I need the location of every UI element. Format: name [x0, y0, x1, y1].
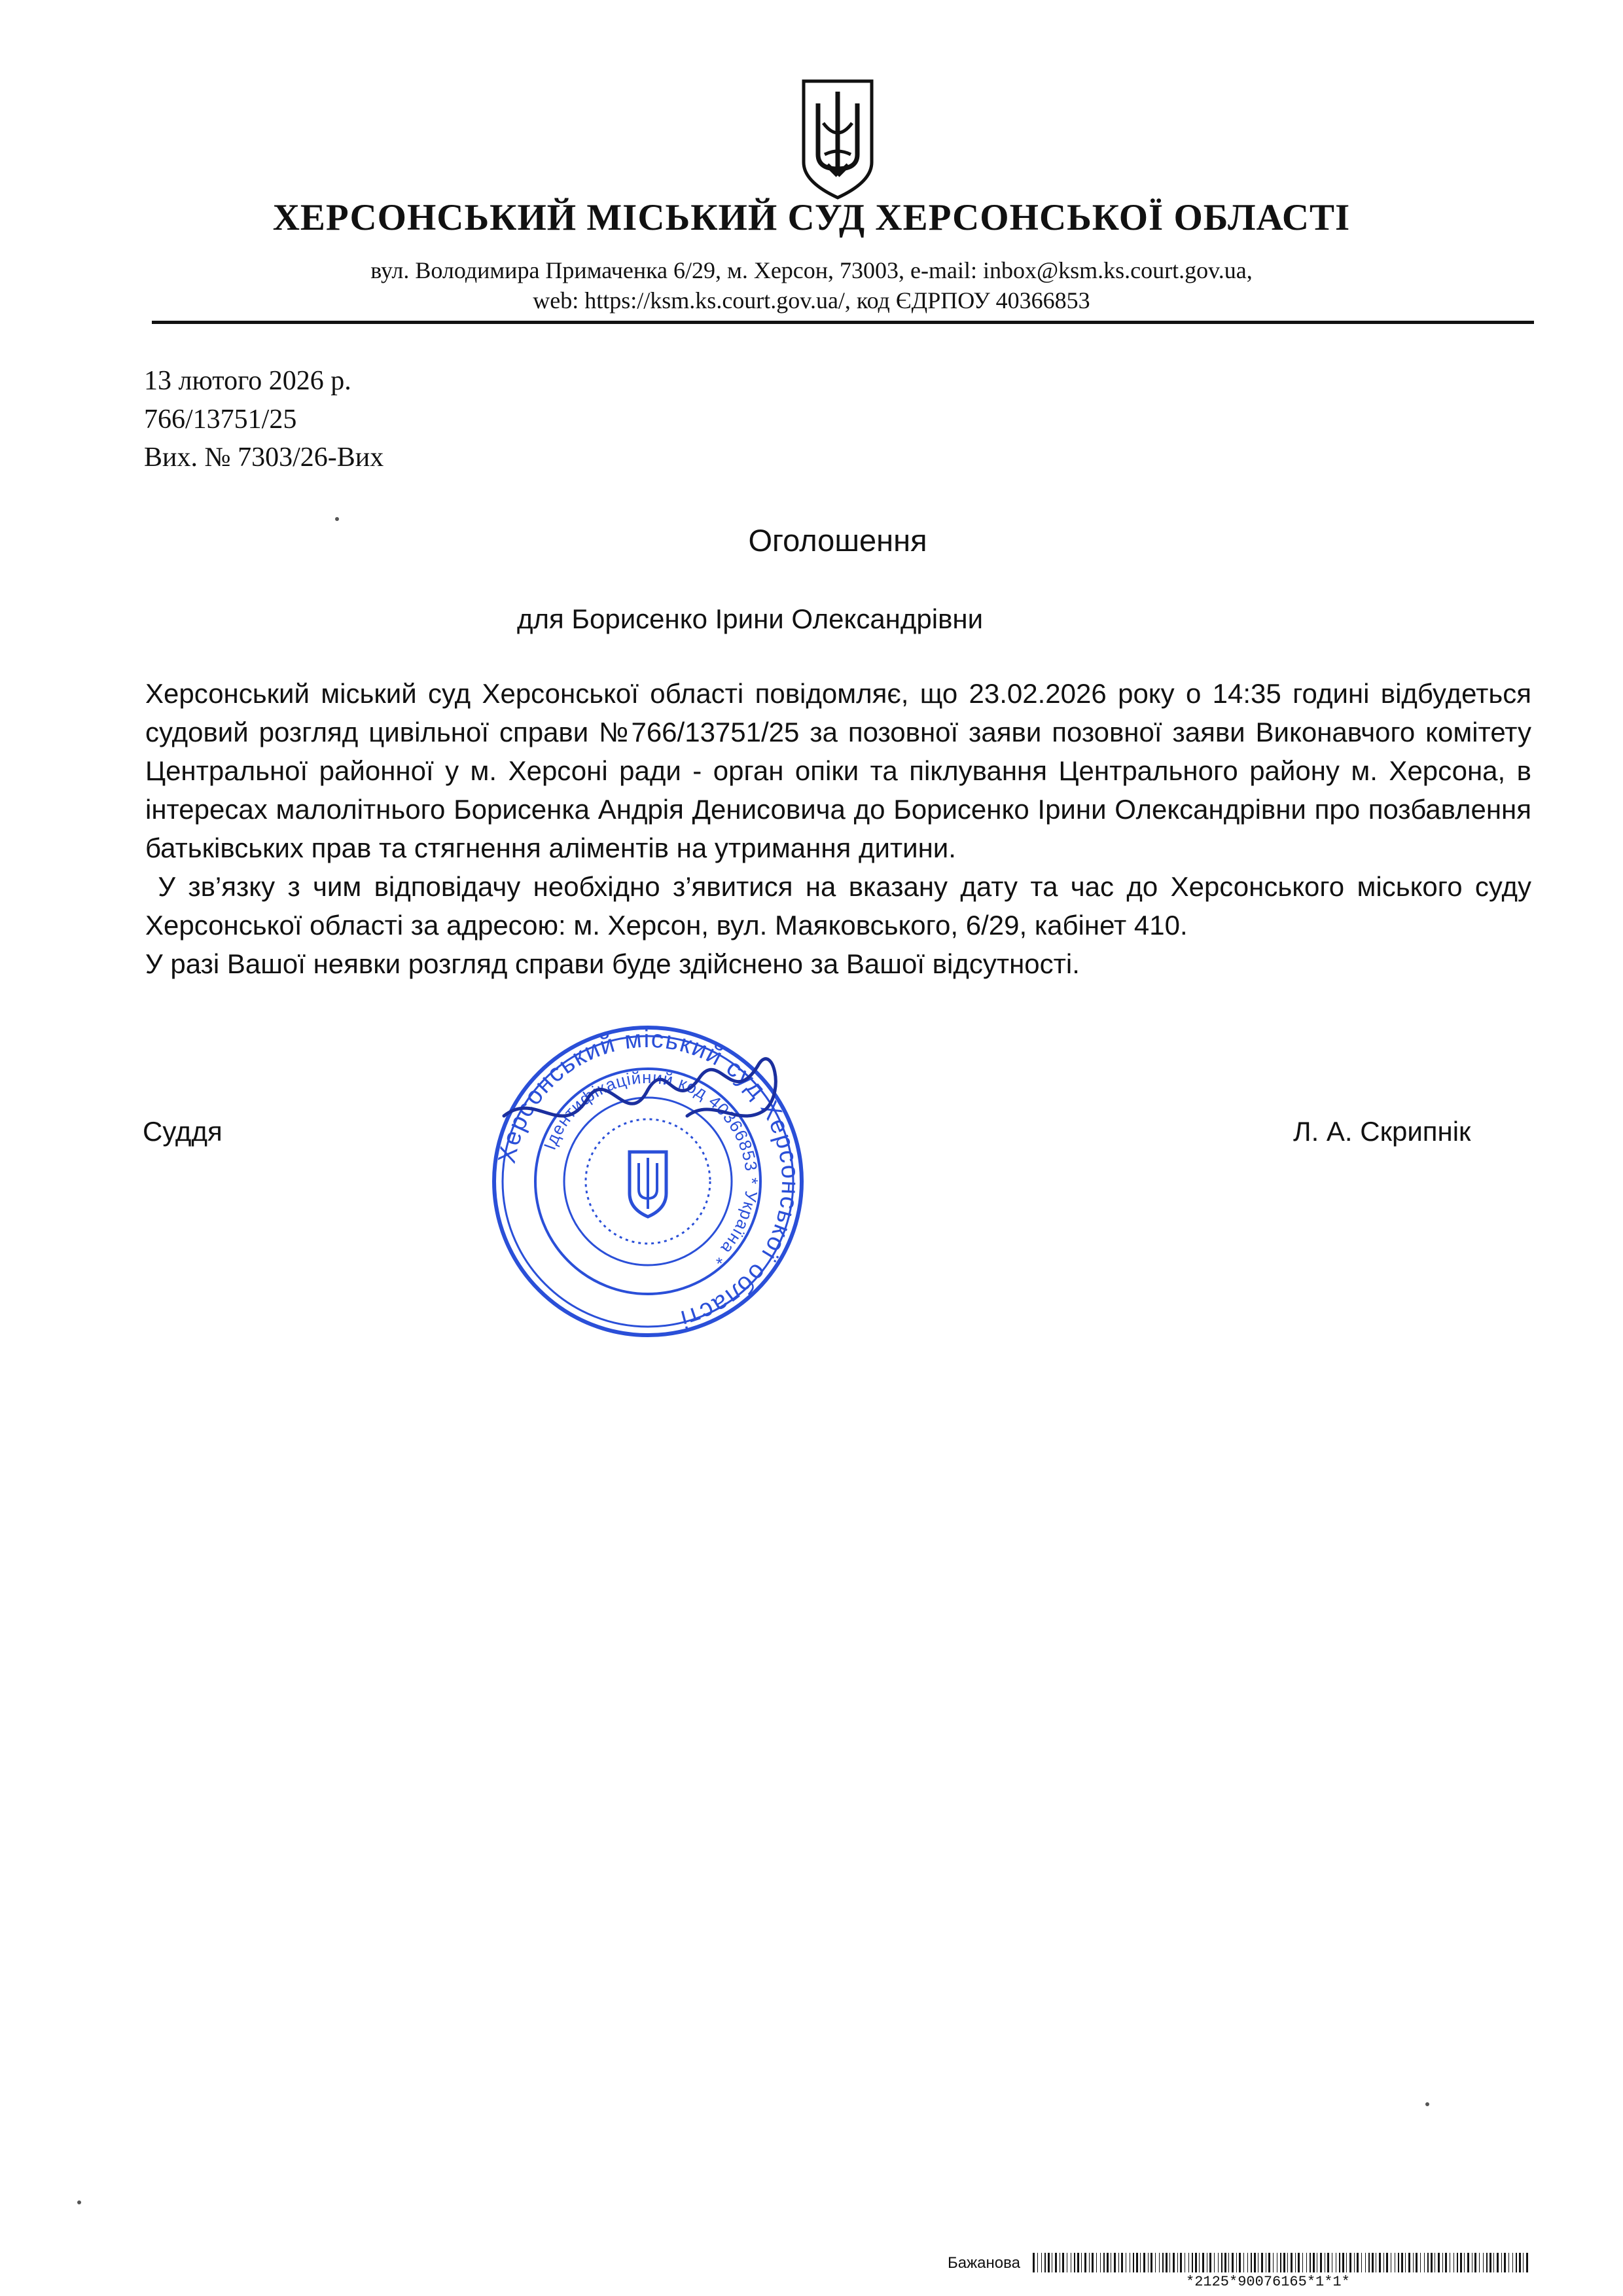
barcode-bar [1420, 2253, 1421, 2272]
barcode-bar [1342, 2253, 1344, 2272]
barcode-bar [1214, 2253, 1215, 2272]
court-name: ХЕРСОНСЬКИЙ МІСЬКИЙ СУД ХЕРСОНСЬКОЇ ОБЛАСТІ [272, 197, 1351, 238]
barcode-bar [1133, 2253, 1134, 2272]
barcode-bar [1291, 2253, 1293, 2272]
barcode-bar [1150, 2253, 1152, 2272]
barcode-bar [1224, 2253, 1226, 2272]
barcode-bar [1188, 2253, 1189, 2272]
barcode-bar [1228, 2253, 1229, 2272]
barcode-bar [1298, 2253, 1300, 2272]
barcode-bar [1361, 2253, 1362, 2272]
barcode-bar [1159, 2253, 1160, 2272]
document-title: Оголошення [748, 523, 927, 558]
barcode-bar [1092, 2253, 1094, 2272]
barcode-bar [1460, 2253, 1462, 2272]
barcode-bar [1280, 2253, 1281, 2272]
barcode-bar [1048, 2253, 1050, 2272]
barcode-bar [1442, 2253, 1443, 2272]
barcode-bar [1081, 2253, 1082, 2272]
barcode-bar [1169, 2253, 1170, 2272]
barcode-bar [1199, 2253, 1200, 2272]
barcode-bar [1143, 2253, 1145, 2272]
barcode-bar [1516, 2253, 1517, 2272]
barcode-bar [1055, 2253, 1057, 2272]
barcode-bar [1386, 2253, 1388, 2272]
barcode-bar [1368, 2253, 1370, 2272]
barcode-bar [1489, 2253, 1491, 2272]
barcode-bar [1302, 2253, 1303, 2272]
barcode-bar [1033, 2253, 1035, 2272]
header-divider [152, 321, 1534, 324]
barcode-bar [1062, 2253, 1064, 2272]
barcode-bar [1464, 2253, 1465, 2272]
barcode-bar [1486, 2253, 1488, 2272]
barcode-bar [1283, 2253, 1285, 2272]
addressee: для Борисенко Ірини Олександрівни [517, 603, 984, 634]
barcode-label: Бажанова [948, 2254, 1020, 2272]
svg-text:Ідентифікаційний код 40366853: Ідентифікаційний код 40366853 * Україна * [539, 1067, 762, 1269]
court-website: web: https://ksm.ks.court.gov.ua/, код ЄДРПОУ 40366853 [533, 287, 1090, 314]
barcode-bar [1431, 2253, 1433, 2272]
scan-speck [77, 2200, 81, 2204]
barcode-bar [1114, 2253, 1116, 2272]
barcode-bar [1173, 2253, 1175, 2272]
barcode-bar [1218, 2253, 1219, 2272]
barcode-bar [1413, 2253, 1414, 2272]
paragraph-appearance: У зв’язку з чим відповідачу необхідно з’явитися на вказану дату та час до Херсонського міського суду Херсонської області за адресою: м. Херсон, вул. Маяковського, 6/29, кабінет 410. [145, 871, 1539, 941]
barcode-bar [1232, 2253, 1234, 2272]
paragraph-absence: У разі Вашої неявки розгляд справи буде здійснено за Вашої відсутності. [145, 948, 1080, 979]
judge-name: Л. А. Скрипнік [1293, 1116, 1471, 1147]
barcode-bar [1089, 2253, 1090, 2272]
barcode-bar [1195, 2253, 1197, 2272]
barcode-bar [1445, 2253, 1447, 2272]
barcode-bar [1512, 2253, 1513, 2272]
barcode-bar [1493, 2253, 1494, 2272]
barcode-bar [1121, 2253, 1123, 2272]
barcode-bar [1118, 2253, 1119, 2272]
barcode-bar [1365, 2253, 1366, 2272]
barcode [1033, 2253, 1534, 2272]
barcode-bar [1037, 2253, 1038, 2272]
barcode-bar [1501, 2253, 1502, 2272]
barcode-bar [1074, 2253, 1075, 2272]
barcode-bar [1261, 2253, 1263, 2272]
signer-role: Суддя [143, 1116, 223, 1147]
outgoing-number: Вих. № 7303/26-Вих [144, 442, 384, 473]
barcode-bar [1041, 2253, 1042, 2272]
barcode-bar [1295, 2253, 1296, 2272]
barcode-bar [1192, 2253, 1193, 2272]
barcode-bar [1349, 2253, 1351, 2272]
barcode-number: *2125*90076165*1*1* [1186, 2274, 1350, 2290]
barcode-bar [1416, 2253, 1418, 2272]
barcode-bar [1457, 2253, 1458, 2272]
document-date: 13 лютого 2026 р. [144, 366, 351, 396]
case-number: 766/13751/25 [144, 404, 297, 435]
barcode-bar [1401, 2253, 1403, 2272]
barcode-bar [1268, 2253, 1270, 2272]
barcode-bar [1479, 2253, 1480, 2272]
barcode-bar [1379, 2253, 1381, 2272]
svg-text:Херсонський міський суд Херсон: Херсонський міський суд Херсонської області [493, 1025, 804, 1333]
barcode-bar [1239, 2253, 1241, 2272]
barcode-bar [1180, 2253, 1182, 2272]
court-seal [478, 1018, 818, 1345]
barcode-bar [1424, 2253, 1425, 2272]
coat-of-arms-icon [798, 77, 877, 202]
barcode-bar [1254, 2253, 1256, 2272]
barcode-bar [1372, 2253, 1374, 2272]
barcode-bar [1136, 2253, 1138, 2272]
barcode-bar [1084, 2253, 1086, 2272]
barcode-bar [1383, 2253, 1384, 2272]
barcode-bar [1357, 2253, 1359, 2272]
barcode-bar [1247, 2253, 1248, 2272]
paragraph-hearing: Херсонський міський суд Херсонської області повідомляє, що 23.02.2026 року о 14:35 годині відбудеться судовий розгляд цивільної справи №766/13751/25 за позовної заяви позовної заяви Виконавчого комітету Центральної районної у м. Херсоні ради - орган опіки та піклування Центрального району м. Херсона, в інтересах малолітнього Борисенка Андрія Денисовича до Борисенко Ірини Олександрівни про позбавлення батьківських прав та стягнення аліментів на утримання дитини. [145, 678, 1531, 863]
barcode-bar [1408, 2253, 1410, 2272]
barcode-bar [1398, 2253, 1399, 2272]
barcode-bar [1320, 2253, 1322, 2272]
court-address: вул. Володимира Примаченка 6/29, м. Херсон, 73003, e-mail: inbox@ksm.ks.court.gov.ua, [370, 257, 1253, 283]
barcode-bar [1474, 2253, 1476, 2272]
barcode-bar [1504, 2253, 1506, 2272]
barcode-bar [1162, 2253, 1164, 2272]
scan-speck [1425, 2102, 1429, 2106]
barcode-bar [1405, 2253, 1406, 2272]
barcode-bar [1155, 2253, 1156, 2272]
barcode-bar [1236, 2253, 1237, 2272]
barcode-bar [1243, 2253, 1244, 2272]
barcode-bar [1497, 2253, 1499, 2272]
barcode-bar [1327, 2253, 1329, 2272]
barcode-bar [1107, 2253, 1109, 2272]
barcode-bar [1221, 2253, 1222, 2272]
barcode-bar [1140, 2253, 1141, 2272]
barcode-bar [1148, 2253, 1149, 2272]
barcode-bar [1354, 2253, 1355, 2272]
barcode-bar [1339, 2253, 1340, 2272]
scan-speck [335, 517, 339, 521]
barcode-bar [1077, 2253, 1079, 2272]
barcode-bar [1103, 2253, 1105, 2272]
barcode-bar [1310, 2253, 1311, 2272]
barcode-bar [1519, 2253, 1521, 2272]
barcode-bar [1251, 2253, 1252, 2272]
barcode-bar [1346, 2253, 1347, 2272]
barcode-bar [1508, 2253, 1509, 2272]
barcode-bar [1209, 2253, 1211, 2272]
barcode-bar [1273, 2253, 1274, 2272]
barcode-bar [1523, 2253, 1524, 2272]
barcode-bar [1313, 2253, 1315, 2272]
barcode-bar [1166, 2253, 1168, 2272]
barcode-bar [1287, 2253, 1288, 2272]
barcode-bar [1467, 2253, 1469, 2272]
announcement-body [145, 674, 1539, 983]
barcode-bar [1427, 2253, 1429, 2272]
barcode-bar [1096, 2253, 1097, 2272]
barcode-bar [1483, 2253, 1484, 2272]
barcode-bar [1202, 2253, 1204, 2272]
barcode-bar [1177, 2253, 1178, 2272]
barcode-bar [1044, 2253, 1046, 2272]
barcode-bar [1526, 2253, 1528, 2272]
barcode-bar [1100, 2253, 1101, 2272]
barcode-bar [1438, 2253, 1440, 2272]
barcode-bar [1306, 2253, 1307, 2272]
